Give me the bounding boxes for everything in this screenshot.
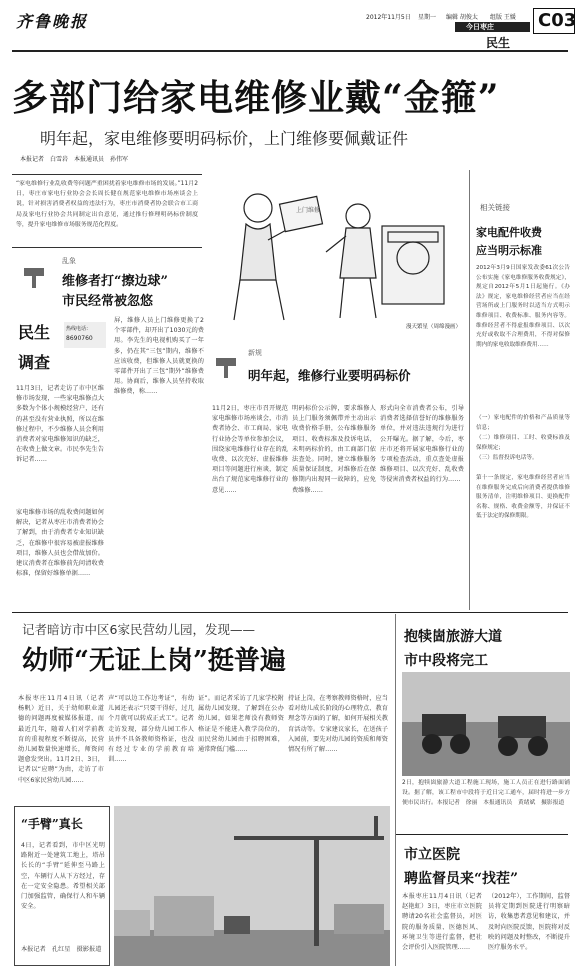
tour-caption: 2日，抱犊崮旅游大道工程施工现场，施工人员正在进行路面铺设。据了解，该工程市中段将于近日完工通车，届时将进一步方便市民出行。本报记者 徐丽 本报通讯员 黄绪斌 摄影报道 [402,780,570,806]
survey-title-1: 民生 [18,323,51,342]
related-provision-3: （三）监督投诉电话等。 [476,455,538,461]
arm-credit: 本报记者 孔红星 摄影报道 [21,946,102,953]
tour-headline-2: 市中段将完工 [404,653,488,669]
middle-rule [12,612,568,613]
survey-hotline-2: 8690760 [66,335,93,342]
messy-title-2: 市民经常被忽悠 [62,294,154,309]
related-provision-2: （二）维修项目、工时、收费标准及保修规定； [476,435,570,451]
related-headline-1: 家电配件收费 [476,226,542,239]
crane-photo [114,806,390,966]
kindergarten-col-4: 持证上岗，在考察教师资格时，应当看对幼儿成长阶段的心理特点、教育理念等方面的了解，如何开展相关教育活动等。专家建议家长，在送孩子入园前，要先对幼儿园的资质和师资情况有所了解…… [288,695,388,754]
masthead-editor: 编辑 胡俊太 [446,14,478,21]
survey-title-2: 调查 [18,353,51,372]
lead-byline: 本报记者 白雪岩 本报通讯员 孙伟军 [20,156,129,163]
kindergarten-col-2: 声“可以边工作边考证”，有幼儿园还表示“只要干得好，过几个月就可以转成正式工”。记者走访发现，部分幼儿园工作人员并不具备教师资格证，也没有经过专业的学前教育培训…… [108,695,194,764]
hammer-icon [20,262,52,288]
lead-col-a: 屏，维修人员上门维修更换了2个零部件，却开出了1030元的费用。李先生的电视机购买了一年多，仍在其“三包”期内，维修不应该收费，但维修人员就更换的零部件开出了三包“期外”维修费用。协商后，维修人员坚持收取维修费，称…… [114,317,204,396]
messy-block [18,254,203,314]
crane-photo-image [114,806,390,966]
new-rules-tag: 新规 [248,349,262,357]
cartoon-sign: 上门维修 [296,207,321,214]
edition-label: 今日枣庄 [466,23,494,31]
lead-subheadline: 明年起，家电维修要明码标价，上门维修要佩戴证件 [40,129,409,148]
section-label: 民生 [486,36,511,50]
tour-photo [402,672,570,776]
kindergarten-col-3: 证”。而记者采访了几家学校附属幼儿园发现，了解到在公办幼儿园，如果老师没有教师资格证是不能进入教学岗位的，而民营幼儿园由于招聘困难，通常降低门槛…… [198,695,284,754]
messy-tag: 乱象 [62,257,76,265]
cartoon-drawing [210,170,465,338]
arm-title: “手臂”真长 [21,817,83,831]
right-column-rule [469,170,470,610]
arm-box [14,806,110,966]
survey-col-2: 家电维修市场的乱收费问题如何解决，记者从枣庄市消费者协会了解到，由于消费者专业知识缺乏，在维修中很容易被虚报维修项目，维修人员也会借故加价。建议消费者在维修前先问清收费标准，保留好维修单据…… [16,509,104,578]
survey-col-1: 11月3日，记者走访了市中区维修市场发现，一些家电维修点大多数为个体小规模经营户，还有的甚至没有营业执照，所以在维修过程中，不少维修人员会利用消费者对家电维修知识的缺乏，在收费上做文章。市民李先生告诉记者…… [16,385,104,464]
survey-hotline-1: 热线电话： [66,326,92,332]
arm-body: 4日，记者看到，市中区光明路附近一处建筑工地上，塔吊长长的“手臂”延伸至马路上空，车辆行人从下方经过，存在一定安全隐患。希望相关部门加强监管，确保行人和车辆安全。 [21,842,105,911]
related-label: 相关链接 [480,203,510,212]
new-rules-title: 明年起，维修行业要明码标价 [248,368,411,383]
related-links [474,198,574,608]
lead-intro: “家电维修行业乱收费等问题严重困扰着家电维修市场的发展。”11月2日，枣庄市家电行业协会会长周长健在规范家电维修市场座谈会上说，针对损害消费者权益的违法行为，枣庄市消费者协会联合市工商局及家电行业协会共同制定出台意见，通过推行修理明码标价制度等，提升家电维修市场服务规范化程度。 [16,181,198,228]
cartoon [210,170,465,338]
lead-col-b: 11月2日，枣庄市召开规范家电维修市场座谈会，市消费者协会、市工商局、家电行业协会等单位参加会议，围绕家电维修行业存在的乱收费、以次充好、虚报维修项目等问题进行座谈，制定出台了规范家电维修行业的意见…… [212,405,288,494]
related-tail: 第十一条规定，家电维修经营者应当在维修服务完成后向消费者提供维修服务清单，注明维修项目、更换配件名称、规格、收费金额等，并保证不低于法定的保修期限。 [476,475,570,520]
hospital-col-2: （2012年），工作期间，监督员将定期到医院进行明察暗访，收集患者意见和建议，并及时向医院反馈，医院将对反映的问题及时整改，不断提升医疗服务水平。 [488,893,570,952]
kindergarten-kicker: 记者暗访市中区6家民营幼儿园，发现—— [22,622,255,637]
lead-headline: 多部门给家电维修业戴“金箍” [12,77,500,119]
messy-title-1: 维修者打“擦边球” [62,274,168,289]
related-provision-1: （一）家电配件的价格和产品质量等信息； [476,415,570,431]
lead-col-c: 明码标价公示牌，要求维修人员上门服务须佩带并主动出示收费价格手册，公布维修服务项目、收费标准及投诉电话，未明码标价的，由工商部门依法查处。同时，建立维修服务质量保证制度，对维修后在保修期内出现同一故障的，应免费维修…… [292,405,376,494]
masthead-logo: 齐鲁晚报 [16,12,89,31]
tour-headline-1: 抱犊崮旅游大道 [404,629,502,645]
related-body: 2012年3月9日国家发改委61次公告公布实施《家电维修服务收费规定》，规定自2012年5月1日起施行。《办法》规定，家电维修经营者应当在经营场所或上门服务时以适当方式明示维修项目、收费标准、服务内容等。维修经营者不得虚报维修项目、以次充好或收取不合理费用，不得对保修期内的家电收取维修费用…… [476,265,570,348]
page-number: C03 [538,10,577,31]
survey-box [14,320,106,378]
kindergarten-col-1: 本报枣庄11月4日讯（记者 杨帆）近日，关于幼师职业道德的问题再度被媒体报道，而最近几年，随着人们对学前教育的重视程度不断提高，民营幼儿园数量快速增长，师资问题愈发突出。11月2日、3日，记者以“应聘”为由，走访了市中区6家民营幼儿园…… [18,695,104,784]
masthead-rule [12,50,568,52]
cartoon-caption: 漫天繁星（周绵漫画） [405,324,461,330]
related-headline-2: 应当明示标准 [476,244,542,257]
lead-col-d: 形式向全市消费者公布，引导消费者选择信誉好的维修服务单位，并对违法违规行为进行公开曝光。据了解，今后，枣庄市还将开展家电维修行业的专项检查活动，重点查处虚报维修项目、以次充好、乱收费等侵害消费者权益的行为…… [380,405,464,484]
hospital-headline-1: 市立医院 [404,847,460,863]
masthead-date: 2012年11月5日 [366,14,411,21]
masthead-design: 组版 王媛 [490,14,516,21]
lead-intro-box [12,174,202,248]
hammer-icon [212,352,242,380]
hospital-col-1: 本报枣庄11月4日讯（记者 赵艳虹）3日，枣庄市立医院聘请20名社会监督员，对医院的服务质量、医德医风、环境卫生等进行监督，把社会评价引入医院管理…… [402,893,482,952]
masthead-weekday: 星期一 [418,14,437,21]
masthead [0,0,580,50]
kindergarten-right-rule [395,614,396,966]
hospital-headline-2: 聘监督员来“找茬” [404,871,519,887]
kindergarten-headline: 幼师“无证上岗”挺普遍 [22,646,286,676]
lower-right-rule [396,834,568,835]
road-roller-photo [402,672,570,776]
new-rules-block [212,344,464,394]
